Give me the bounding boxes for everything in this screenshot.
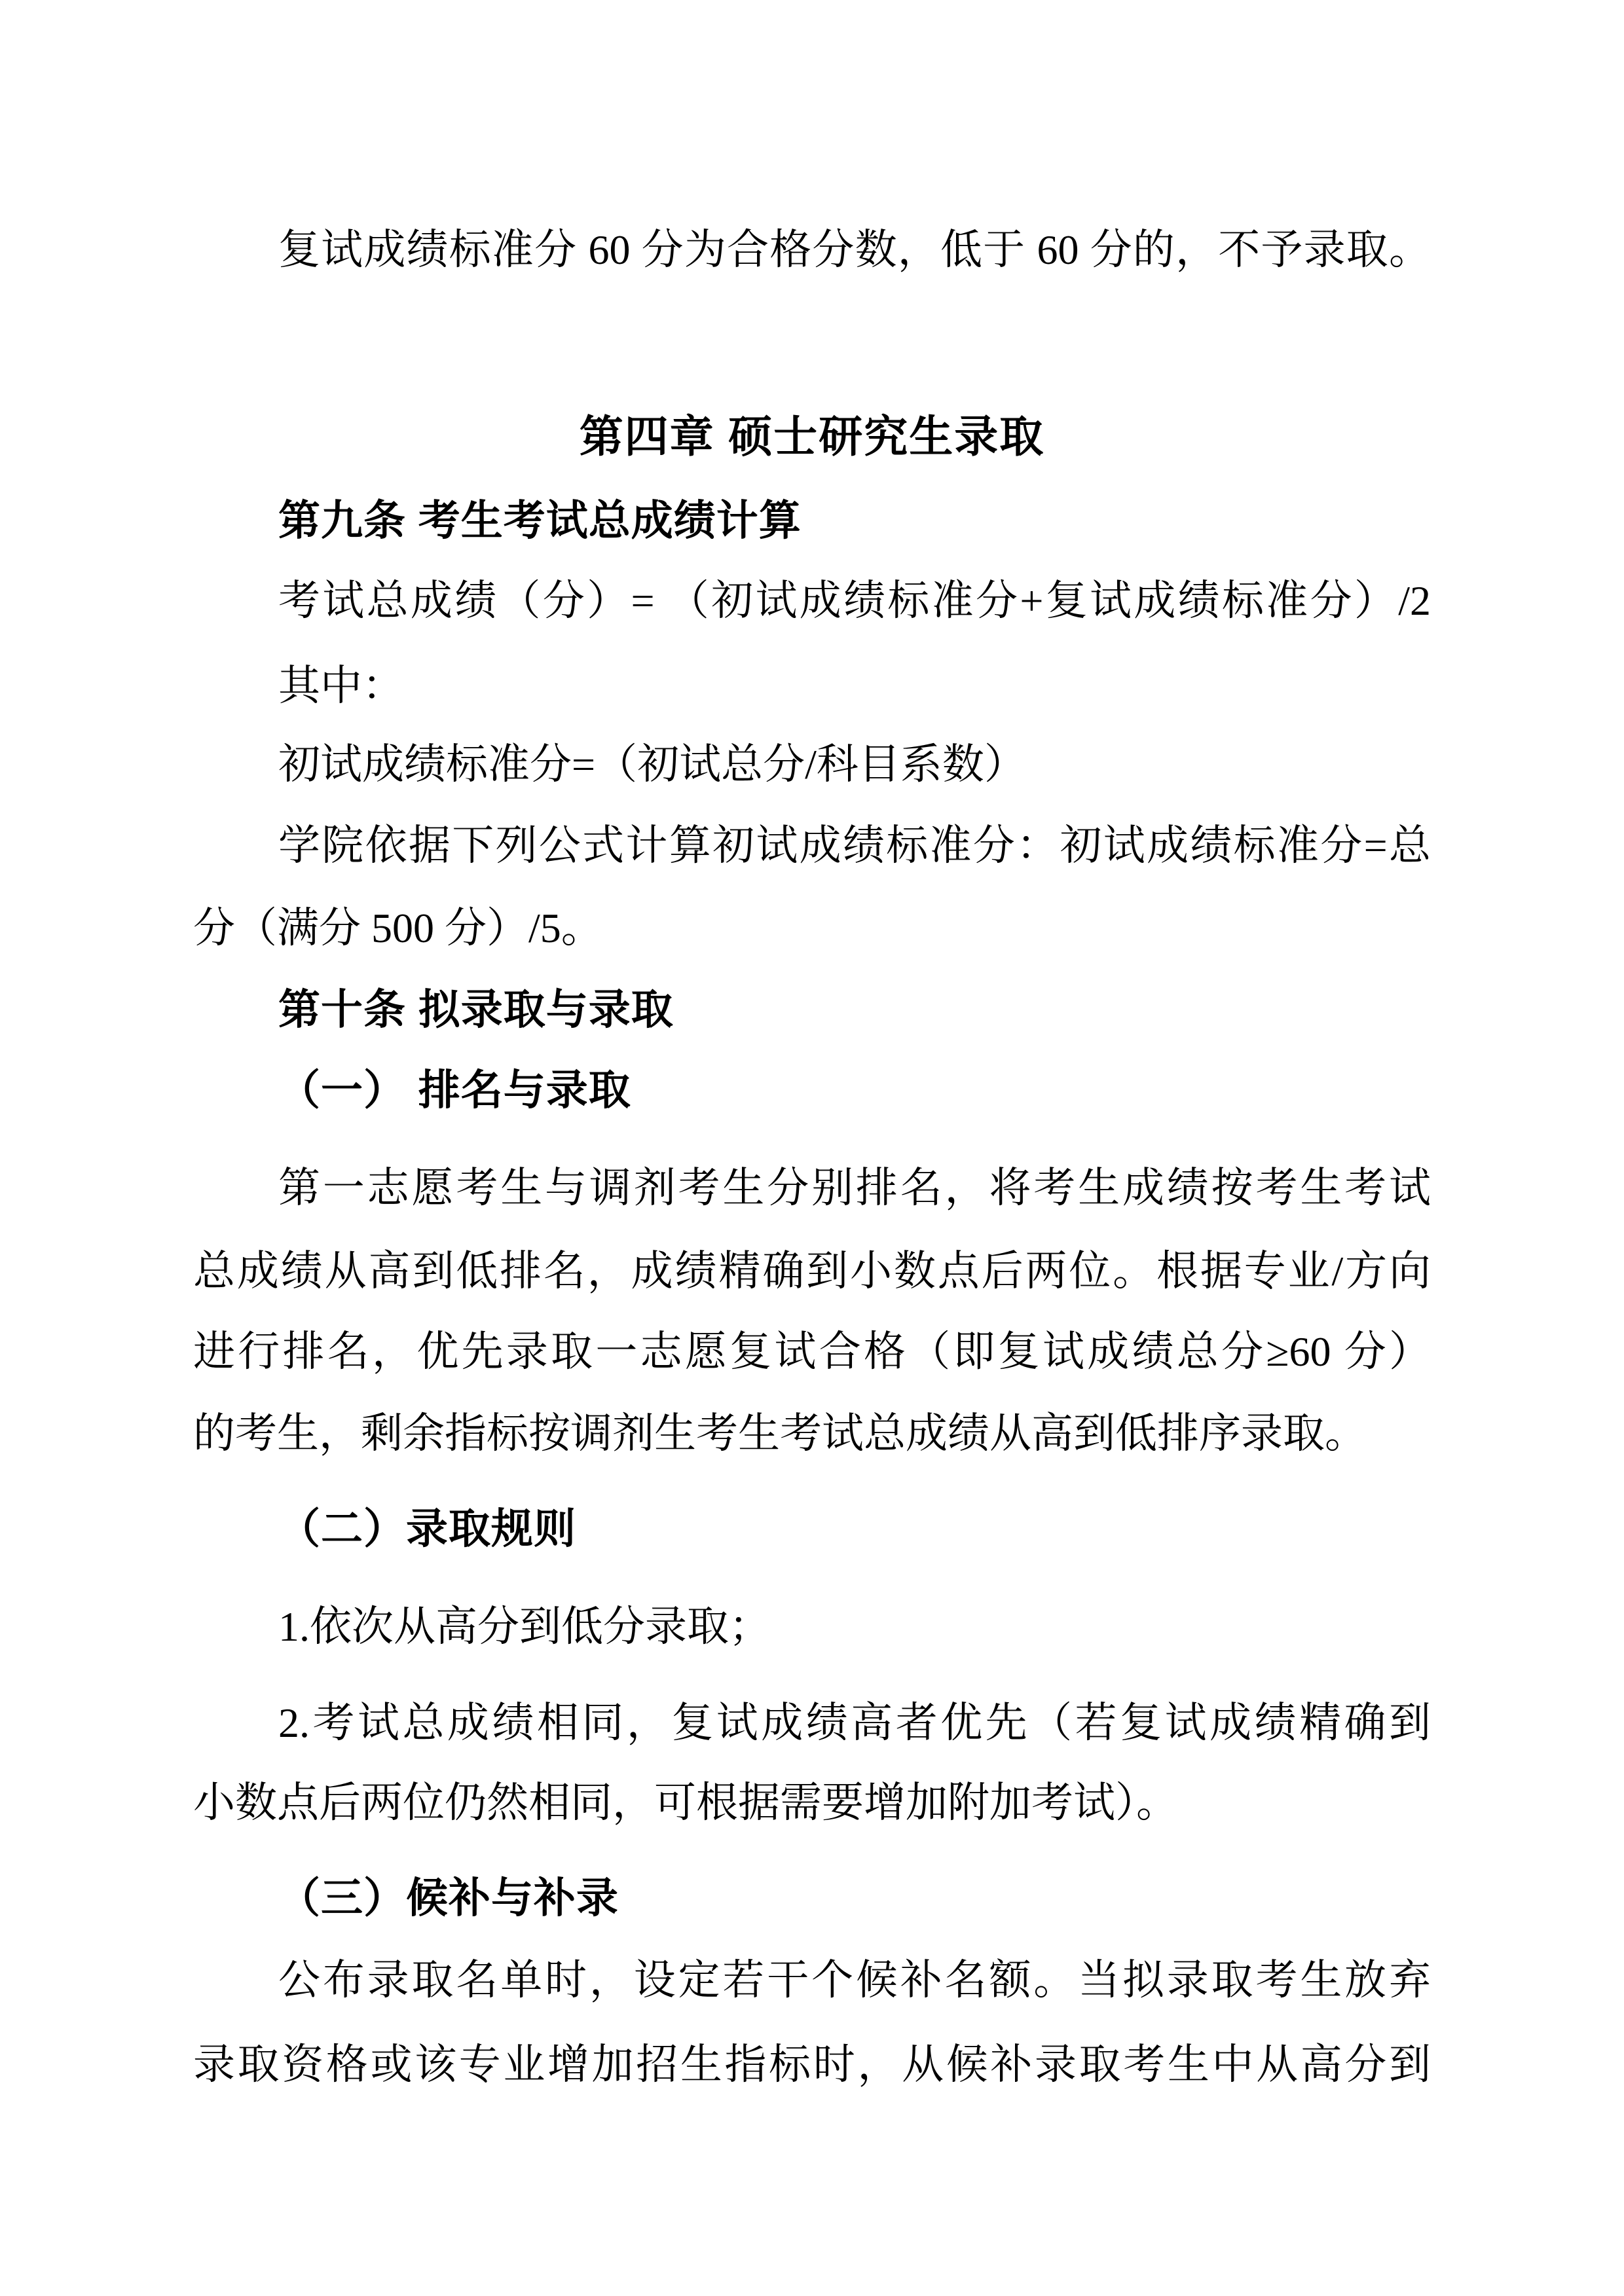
body-line: 学院依据下列公式计算初试成绩标准分：初试成绩标准分=总: [278, 822, 1431, 869]
section-3-heading: （三）候补与补录: [278, 1874, 619, 1922]
body-line: 公布录取名单时，设定若干个候补名额。当拟录取考生放弃: [278, 1957, 1431, 2003]
body-line: 第一志愿考生与调剂考生分别排名，将考生成绩按考生考试: [278, 1165, 1431, 1211]
section-1-heading: （一） 排名与录取: [278, 1066, 631, 1114]
body-line: 其中：: [278, 663, 404, 709]
body-line: 进行排名，优先录取一志愿复试合格（即复试成绩总分≥60 分）: [193, 1328, 1431, 1375]
body-line: 考试总成绩（分）= （初试成绩标准分+复试成绩标准分）/2: [278, 577, 1431, 624]
body-line: 总成绩从高到低排名，成绩精确到小数点后两位。根据专业/方向: [193, 1248, 1431, 1294]
article-9-heading: 第九条 考生考试总成绩计算: [278, 497, 802, 544]
body-line: 复试成绩标准分 60 分为合格分数，低于 60 分的，不予录取。: [278, 227, 1431, 273]
chapter-heading: 第四章 硕士研究生录取: [579, 412, 1045, 462]
body-line: 初试成绩标准分=（初试总分/科目系数）: [278, 741, 1026, 788]
section-2-heading: （二）录取规则: [278, 1505, 576, 1552]
body-line: 的考生，剩余指标按调剂生考生考试总成绩从高到低排序录取。: [193, 1410, 1367, 1457]
body-line: 分（满分 500 分）/5。: [193, 905, 603, 951]
body-line: 录取资格或该专业增加招生指标时，从候补录取考生中从高分到: [193, 2041, 1431, 2088]
list-item-2: 2.考试总成绩相同，复试成绩高者优先（若复试成绩精确到: [278, 1700, 1431, 1746]
article-10-heading: 第十条 拟录取与录取: [278, 986, 674, 1033]
body-line: 小数点后两位仍然相同，可根据需要增加附加考试）。: [193, 1779, 1178, 1826]
list-item-1: 1.依次从高分到低分录取；: [278, 1603, 771, 1650]
